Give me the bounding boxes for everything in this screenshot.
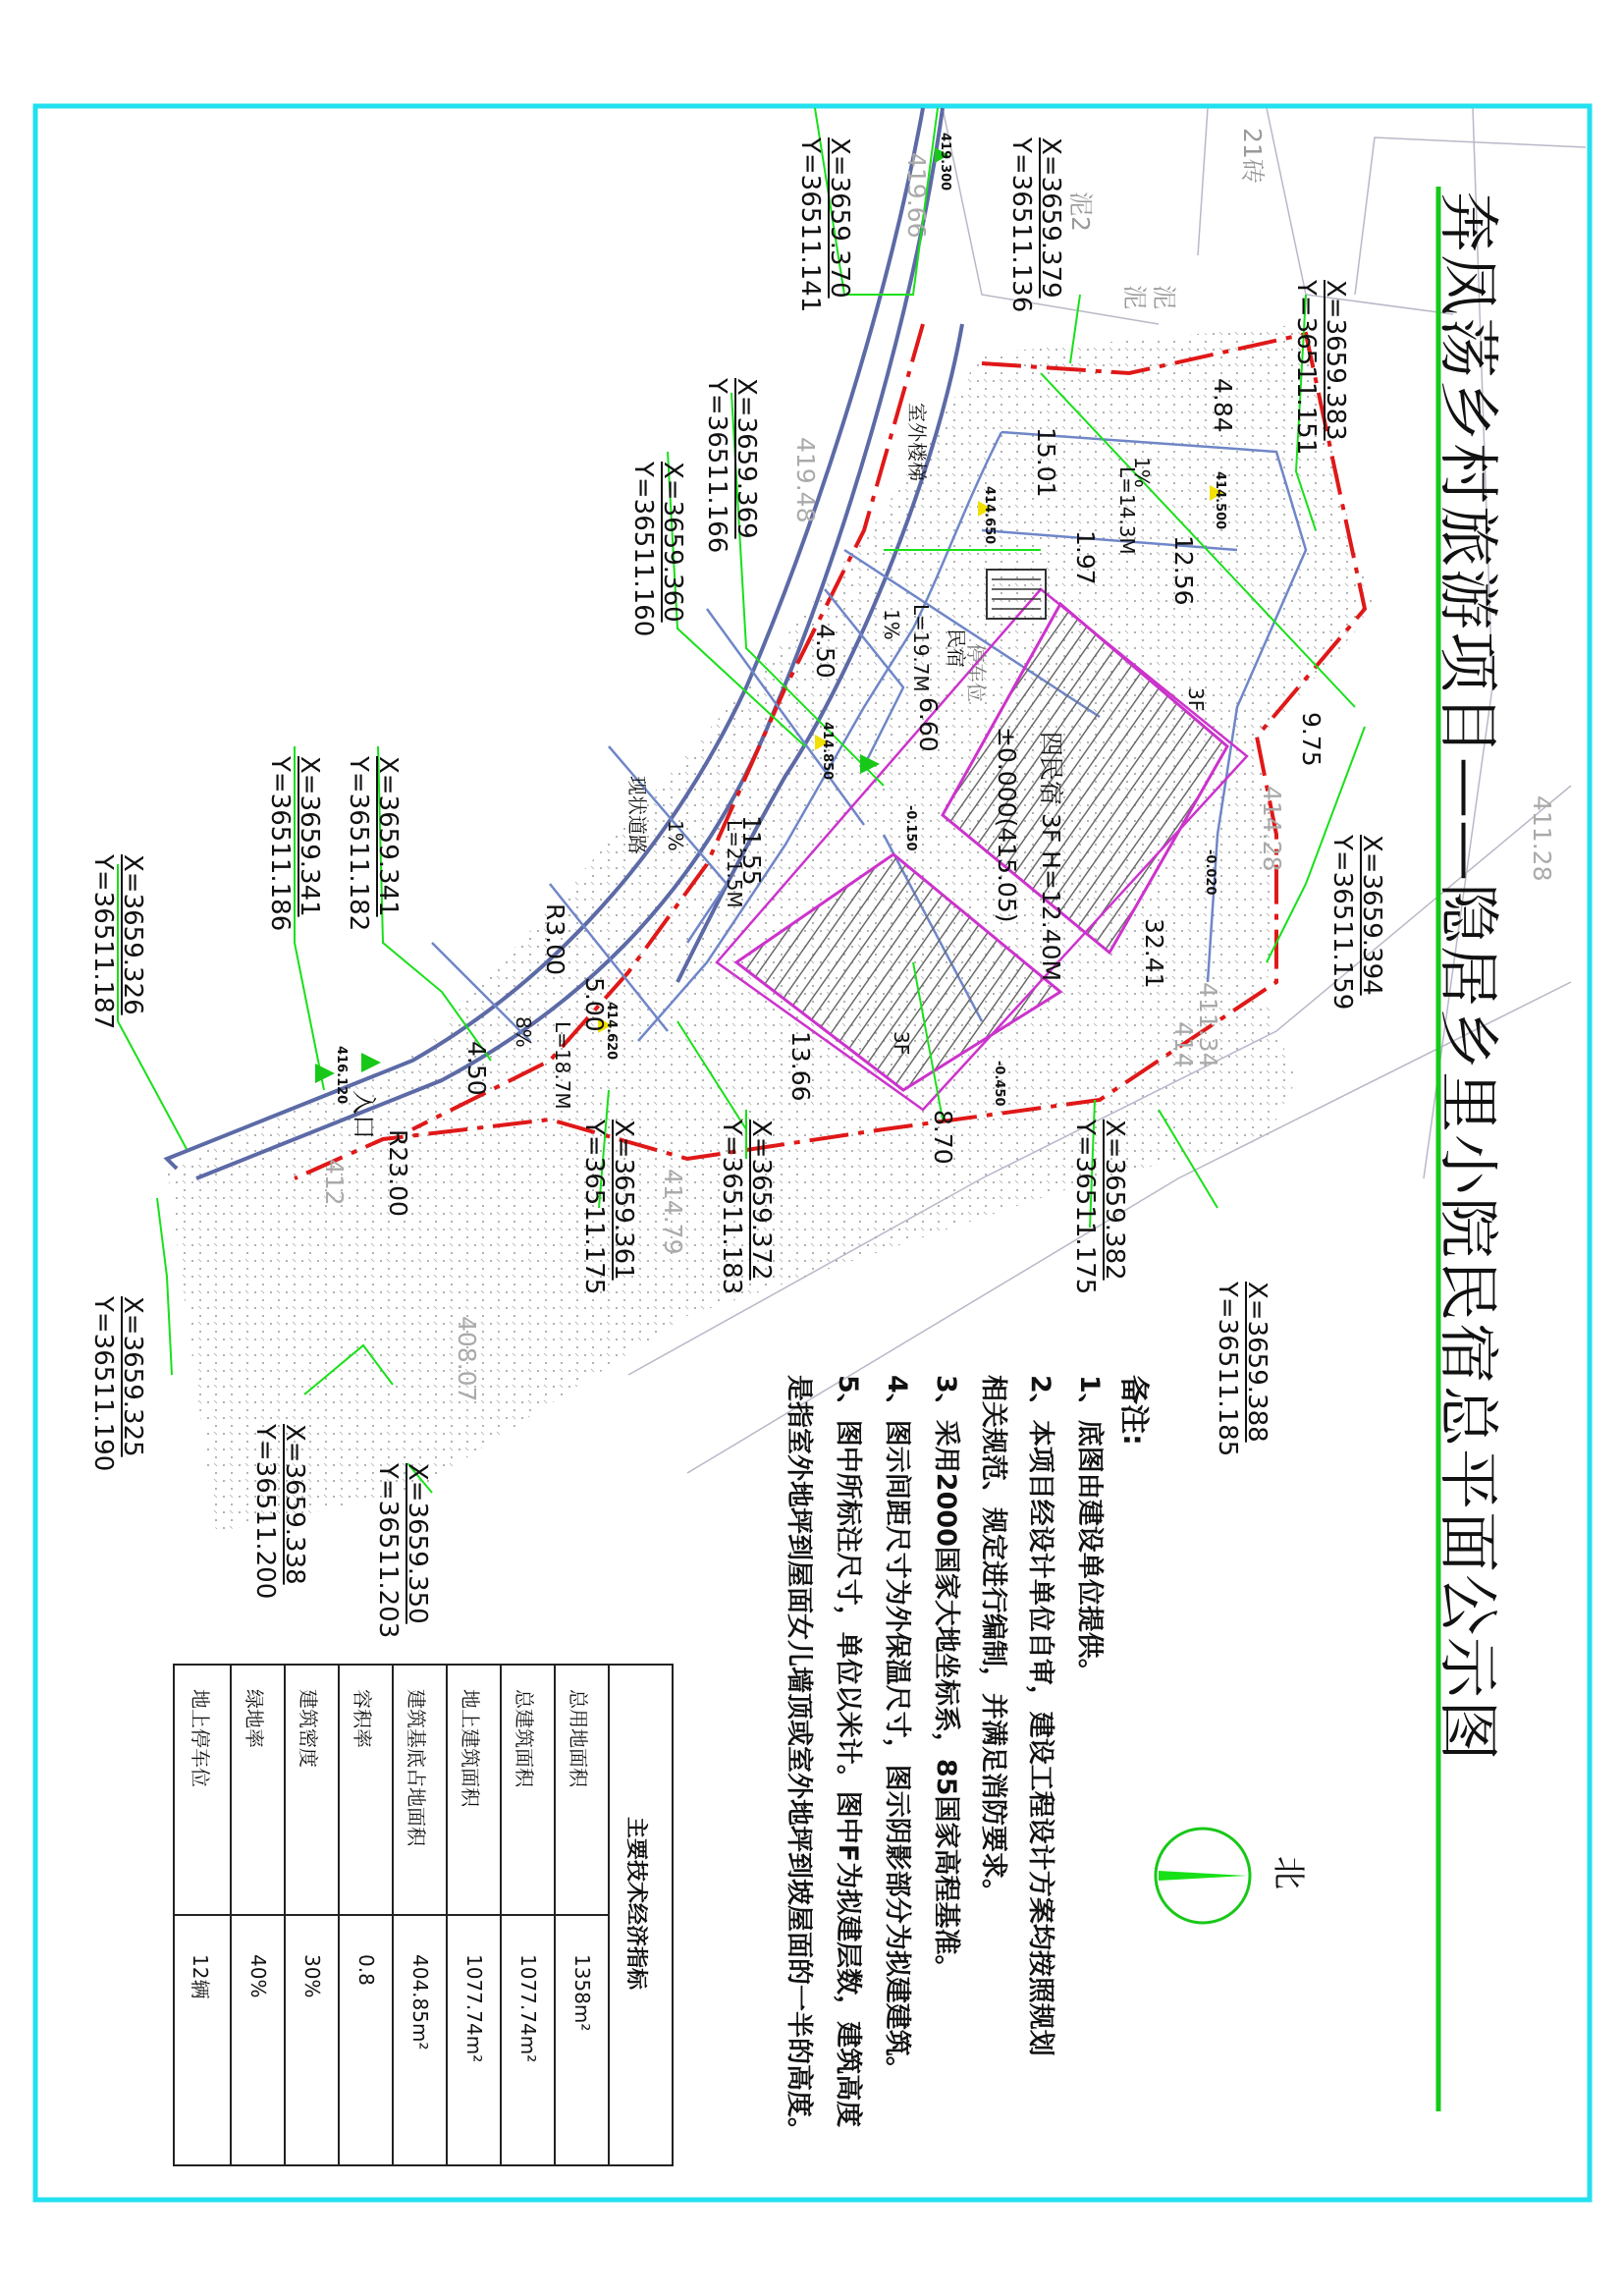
- elevation-label: -0.020: [1203, 849, 1217, 896]
- coord-label: X=3659.341 Y=36511.186: [265, 756, 324, 932]
- existing-building-label: 21砖: [1238, 128, 1267, 184]
- lot-label: 5.00: [580, 977, 609, 1032]
- coord-label: X=3659.382 Y=36511.175: [1070, 1120, 1129, 1295]
- note-item: 3、采用2000国家大地坐标系，85国家高程基准。: [931, 1375, 961, 1982]
- dimension-label: R23.00: [384, 1129, 412, 1217]
- elevation-label: 416.120: [334, 1046, 349, 1105]
- table-cell-name: 地上建筑面积: [459, 1689, 482, 1807]
- table-cell-value: 1358m²: [570, 1954, 594, 2032]
- drawing-title: 奔凤荡乡村旅游项目——隐居乡里小院民宿总平面公示图: [1433, 191, 1504, 1764]
- north-label: 北: [1269, 1856, 1308, 1889]
- building-floors-label: 3F: [1184, 687, 1208, 712]
- table-cell-value: 0.8: [354, 1954, 378, 1986]
- slope-label: 8%: [512, 1016, 535, 1048]
- slope-label: L=18.7M: [551, 1021, 574, 1110]
- slope-label: L=19.7M: [909, 604, 933, 692]
- table-cell-name: 建筑基底占地面积: [405, 1689, 428, 1846]
- dimension-label: 13.66: [786, 1031, 815, 1102]
- coord-label: X=3659.350 Y=36511.203: [373, 1463, 432, 1639]
- elevation-label: -0.150: [903, 805, 918, 851]
- building-floors-label: 3F: [890, 1031, 913, 1056]
- table-cell-name: 总建筑面积: [513, 1689, 536, 1787]
- elevation-label: 414.850: [820, 722, 835, 781]
- terrain-level: 414: [1169, 1021, 1198, 1068]
- dimension-label: 12.56: [1169, 535, 1198, 606]
- elevation-label: -0.450: [992, 1061, 1006, 1107]
- terrain-level: 414.28: [1258, 786, 1286, 872]
- elev-marker: [361, 1053, 381, 1072]
- dimension-label: 9.75: [1297, 712, 1325, 767]
- note-item: 4、图示间距尺寸为外保温尺寸，图示阴影部分为拟建建筑。: [882, 1375, 912, 2083]
- dimension-label: 4.50: [811, 624, 839, 679]
- slope-label: L=21.5M: [723, 820, 746, 908]
- elevation-label: 414.620: [604, 1002, 619, 1061]
- outdoor-stair-label: 室外楼梯: [905, 403, 929, 481]
- table-cell-name: 建筑密度: [297, 1689, 320, 1768]
- dimension-label: 11.55: [737, 815, 766, 886]
- existing-building-label: 泥: [1150, 285, 1178, 310]
- terrain-level: 408.07: [453, 1316, 481, 1402]
- table-title: 主要技术经济指标: [623, 1817, 648, 1991]
- coord-label: X=3659.325 Y=36511.190: [88, 1296, 147, 1472]
- slope-label: 1%: [1130, 457, 1154, 488]
- dimension-label: 8.70: [929, 1110, 957, 1165]
- entrance-label: 入口: [350, 1090, 378, 1140]
- north-arrow-icon: [1156, 1829, 1250, 1923]
- table-cell-value: 30%: [300, 1954, 324, 1998]
- table-cell-value: 12辆: [189, 1954, 212, 1999]
- note-item: 相关规范、规定进行编制，并满足消防要求。: [978, 1375, 1008, 1905]
- terrain-level: 411.34: [1194, 982, 1222, 1068]
- building-level-label: ±0.000(415.05): [993, 727, 1021, 923]
- coord-label: X=3659.388 Y=36511.185: [1213, 1282, 1271, 1457]
- existing-building-label: 泥2: [1066, 191, 1095, 232]
- dimension-label: 4.84: [1209, 378, 1237, 433]
- coord-label: X=3659.341 Y=36511.182: [344, 756, 403, 932]
- table-cell-value: 404.85m²: [408, 1954, 432, 2050]
- dimension-label: R3.00: [541, 903, 569, 976]
- table-cell-name: 容积率: [351, 1689, 374, 1748]
- table-cell-value: 40%: [246, 1954, 270, 1998]
- table-cell-name: 绿地率: [243, 1689, 266, 1748]
- terrain-level: 411.28: [1528, 795, 1556, 882]
- parking-label: 停车位: [964, 643, 988, 702]
- coord-label: X=3659.361 Y=36511.175: [579, 1120, 638, 1295]
- terrain-level: 414.79: [659, 1169, 687, 1255]
- coord-label: X=3659.326 Y=36511.187: [88, 854, 147, 1030]
- road-label: 现状道路: [625, 776, 649, 854]
- note-item: 2、本项目经设计单位自审，建设工程设计方案均按照规划: [1025, 1375, 1055, 2056]
- elevation-label: 414.650: [982, 486, 997, 545]
- table-cell-value: 1077.74m²: [462, 1954, 486, 2063]
- note-item: 1、底图由建设单位提供。: [1074, 1375, 1105, 1685]
- slope-label: 1%: [664, 820, 687, 851]
- terrain-level: 419.48: [791, 437, 820, 523]
- coord-label: X=3659.379 Y=36511.136: [1006, 137, 1065, 313]
- coord-label: X=3659.394 Y=36511.159: [1327, 835, 1386, 1011]
- building-name-label: 民宿: [945, 629, 968, 668]
- dimension-label: 15.01: [1032, 427, 1060, 498]
- slope-label: L=14.3M: [1115, 466, 1139, 555]
- note-item: 5、图中所标注尺寸，单位以米计。图中F为拟建层数，建筑高度: [833, 1375, 863, 2128]
- dimension-label: 4.50: [462, 1041, 491, 1096]
- terrain-level: 419.66: [902, 152, 931, 239]
- building-height-label: 四民宿 3F H=12.40M: [1037, 732, 1065, 982]
- table-cell-name: 地上停车位: [189, 1689, 212, 1787]
- elevation-label: 419.300: [938, 133, 952, 191]
- coord-label: X=3659.383 Y=36511.151: [1291, 280, 1350, 456]
- dimension-label: 1.97: [1071, 530, 1100, 585]
- coord-label: X=3659.338 Y=36511.200: [250, 1424, 309, 1600]
- dimension-label: 6.60: [914, 697, 943, 752]
- slope-label: 1%: [880, 609, 903, 640]
- table-cell-value: 1077.74m²: [516, 1954, 540, 2063]
- dimension-label: 32.41: [1140, 918, 1168, 989]
- coord-label: X=3659.369 Y=36511.166: [702, 378, 761, 554]
- notes-heading: 备注:: [1116, 1375, 1151, 1446]
- table-cell-name: 总用地面积: [567, 1689, 590, 1787]
- existing-building-label: 泥: [1120, 285, 1149, 310]
- coord-label: X=3659.370 Y=36511.141: [795, 137, 854, 313]
- note-item: 是指室外地坪到屋面女儿墙顶或室外地坪到坡屋面的一半的高度。: [784, 1375, 814, 2144]
- elevation-label: 414.500: [1213, 471, 1227, 530]
- coord-label: X=3659.360 Y=36511.160: [628, 462, 687, 637]
- coord-label: X=3659.372 Y=36511.183: [717, 1120, 776, 1295]
- elev-marker: [315, 1064, 335, 1083]
- terrain-level: 412: [320, 1159, 349, 1206]
